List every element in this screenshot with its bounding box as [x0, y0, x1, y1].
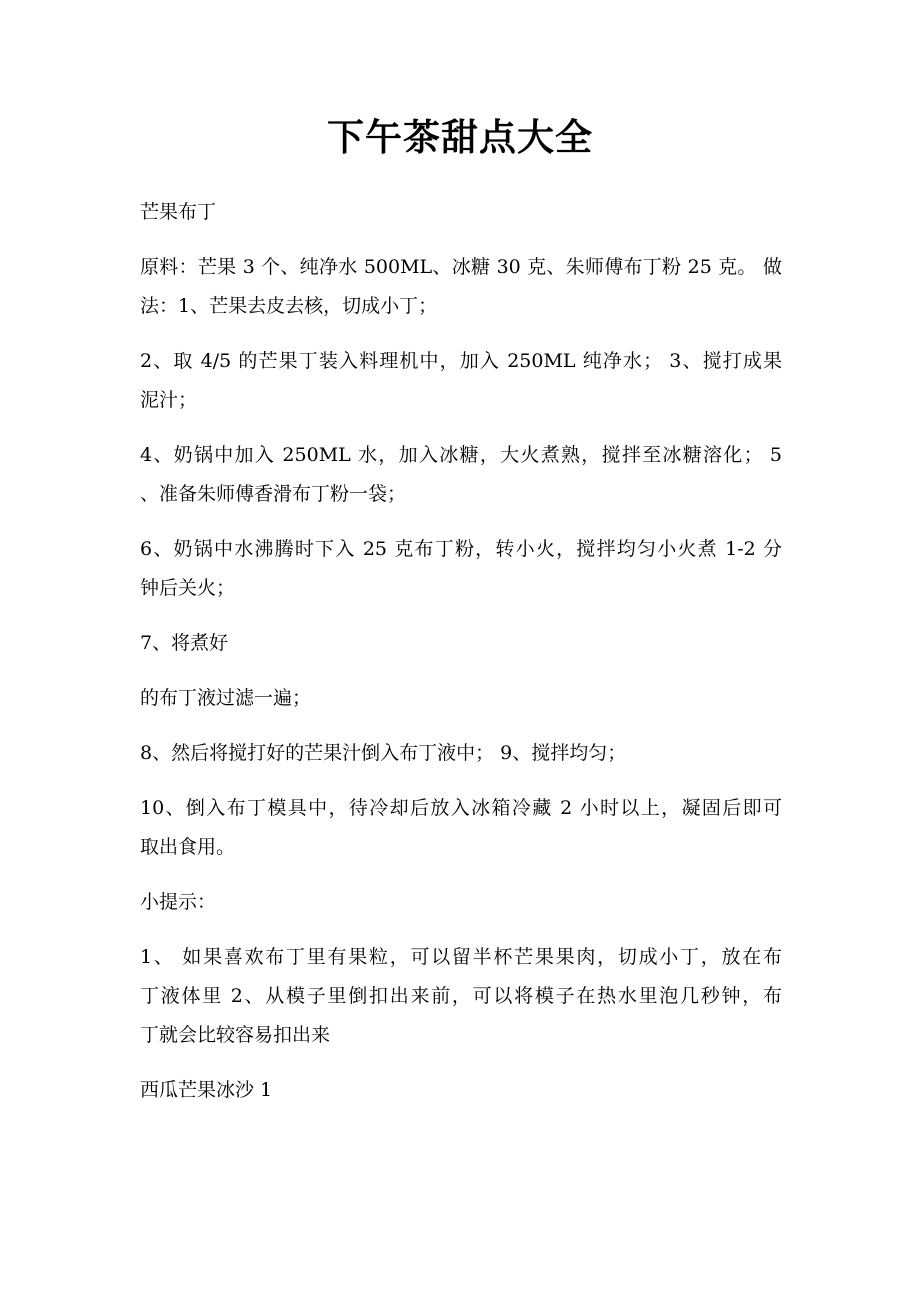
text-line: 4、奶锅中加入 250ML 水，加入冰糖，大火煮熟，搅拌至冰糖溶化； 5	[140, 444, 782, 466]
text-line: 10、倒入布丁模具中，待冷却后放入冰箱冷藏 2 小时以上，凝固后即可	[140, 797, 782, 819]
text-line: 的布丁液过滤一遍；	[140, 687, 312, 709]
text-line: 丁液体里 2、从模子里倒扣出来前，可以将模子在热水里泡几秒钟，布	[140, 985, 782, 1007]
text-line: 原料：芒果 3 个、纯净水 500ML、冰糖 30 克、朱师傅布丁粉 25 克。 做	[140, 256, 782, 278]
paragraph	[140, 1071, 782, 1110]
text-line: 芒果布丁	[140, 201, 217, 223]
text-line: 、准备朱师傅香滑布丁粉一袋；	[140, 483, 407, 505]
text-line: 丁就会比较容易扣出来	[140, 1024, 331, 1046]
text-line: 西瓜芒果冰沙 1	[140, 1079, 273, 1101]
text-line: 1、 如果喜欢布丁里有果粒，可以留半杯芒果果肉，切成小丁，放在布	[140, 946, 782, 968]
paragraph	[140, 734, 782, 773]
paragraph	[140, 624, 782, 663]
paragraph	[140, 883, 782, 922]
paragraph	[140, 789, 782, 867]
text-line: 取出食用。	[140, 836, 236, 858]
text-line: 6、奶锅中水沸腾时下入 25 克布丁粉，转小火，搅拌均匀小火煮 1-2 分	[140, 538, 782, 560]
document-body	[140, 193, 782, 1126]
paragraph	[140, 248, 782, 326]
paragraph	[140, 342, 782, 420]
text-line: 8、然后将搅打好的芒果汁倒入布丁液中； 9、搅拌均匀；	[140, 742, 627, 764]
paragraph	[140, 436, 782, 514]
text-line: 小提示：	[140, 891, 217, 913]
text-line: 泥汁；	[140, 389, 198, 411]
paragraph	[140, 679, 782, 718]
paragraph	[140, 530, 782, 608]
document-title: 下午茶甜点大全	[327, 116, 593, 159]
text-line: 2、取 4/5 的芒果丁装入料理机中，加入 250ML 纯净水； 3、搅打成果	[140, 350, 782, 372]
paragraph	[140, 938, 782, 1055]
text-line: 法：1、芒果去皮去核，切成小丁；	[140, 295, 438, 317]
text-line: 钟后关火；	[140, 577, 236, 599]
text-line: 7、将煮好	[140, 632, 229, 654]
paragraph	[140, 193, 782, 232]
